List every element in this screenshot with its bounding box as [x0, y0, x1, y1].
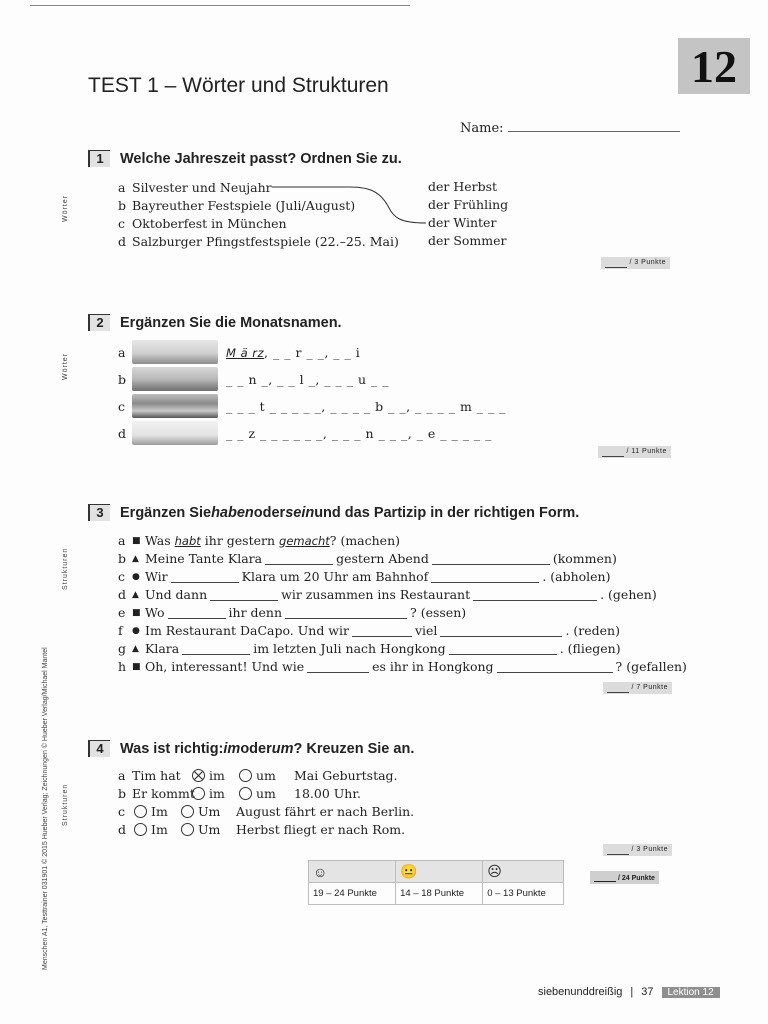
score-table: [308, 860, 564, 905]
autumn-landscape-image: [132, 394, 218, 418]
ex1-item-d: d Salzburger Pfingstfestspiele (22.–25. Mai): [118, 234, 399, 249]
radio-im-checked[interactable]: [192, 769, 205, 782]
ex3-item-b[interactable]: b ▲ Meine Tante Klara gestern Abend (kommen): [118, 551, 617, 566]
handwritten-answer: M ä rz: [226, 345, 265, 360]
ex4-item-d[interactable]: d Im Um Herbst fliegt er nach Rom.: [118, 822, 406, 837]
ex2-points: / 11 Punkte: [598, 446, 671, 458]
lektion-badge: Lektion 12: [662, 987, 720, 998]
exercise-number: 2: [88, 314, 110, 331]
ex3-item-e[interactable]: e ■ Wo ihr denn ? (essen): [118, 605, 467, 620]
side-label-woerter: Wörter: [62, 195, 69, 222]
ex3-item-a[interactable]: a ■ Was habt ihr gestern gemacht ? (machen): [118, 533, 400, 548]
side-label-strukturen: Strukturen: [62, 547, 69, 590]
radio-im[interactable]: [134, 805, 147, 818]
ex3-item-d[interactable]: d ▲ Und dann wir zusammen ins Restaurant . (gehen): [118, 587, 657, 602]
copyright-note: Menschen A1, Testtrainer 031901 © 2015 Hueber Verlag; Zeichnungen © Hueber Verlag/Michael Mantel: [42, 647, 49, 970]
ex2-item-b[interactable]: b _ _ n _, _ _ l _, _ _ _ u _ _: [118, 367, 389, 391]
season-herbst[interactable]: der Herbst: [428, 179, 498, 194]
season-sommer[interactable]: der Sommer: [428, 233, 507, 248]
score-range-low: 0 – 13 Punkte: [483, 883, 564, 905]
score-range-mid: 14 – 18 Punkte: [396, 883, 483, 905]
season-fruehling[interactable]: der Frühling: [428, 197, 509, 212]
matching-connector-line: [270, 180, 430, 230]
sad-face-icon: ☹: [483, 861, 564, 883]
radio-im[interactable]: [134, 823, 147, 836]
side-label-strukturen: Strukturen: [62, 783, 69, 826]
ex4-item-c[interactable]: c Im Um August fährt er nach Berlin.: [118, 804, 415, 819]
exercise-number: 3: [88, 504, 110, 521]
name-label: Name:: [460, 121, 504, 136]
ex2-item-d[interactable]: d _ _ z _ _ _ _ _ _, _ _ _ n _ _ _, _ e _ _ _ _ _: [118, 421, 492, 445]
side-label-woerter: Wörter: [62, 353, 69, 380]
happy-face-icon: ☺: [309, 861, 396, 883]
ex3-points: / 7 Punkte: [603, 682, 672, 694]
total-points: / 24 Punkte: [590, 871, 659, 884]
ex1-item-a: a Silvester und Neujahr: [118, 180, 272, 195]
radio-um[interactable]: [181, 823, 194, 836]
ex1-points: / 3 Punkte: [601, 257, 670, 269]
ex2-item-c[interactable]: c _ _ _ t _ _ _ _ _, _ _ _ _ b _ _, _ _ _ _ m _ _ _: [118, 394, 506, 418]
radio-um[interactable]: [181, 805, 194, 818]
winter-landscape-image: [132, 421, 218, 445]
radio-um[interactable]: [239, 787, 252, 800]
ex3-item-g[interactable]: g ▲ Klara im letzten Juli nach Hongkong . (fliegen): [118, 641, 621, 656]
exercise-2-heading: [88, 314, 342, 331]
page-footer: siebenunddreißig | 37 Lektion 12: [538, 986, 720, 998]
ex3-item-h[interactable]: h ■ Oh, interessant! Und wie es ihr in Hongkong ? (gefallen): [118, 659, 687, 674]
ex1-item-b: b Bayreuther Festspiele (Juli/August): [118, 198, 356, 213]
page-number: 37: [641, 986, 654, 998]
ex2-item-a[interactable]: a M ä rz, _ _ r _ _, _ _ i: [118, 340, 360, 364]
exercise-1-instruction: Welche Jahreszeit passt? Ordnen Sie zu.: [120, 150, 402, 167]
score-range-high: 19 – 24 Punkte: [309, 883, 396, 905]
ex4-item-b[interactable]: b Er kommt im um 18.00 Uhr.: [118, 786, 361, 801]
ex3-item-f[interactable]: f ● Im Restaurant DaCapo. Und wir viel . (reden): [118, 623, 620, 638]
ex4-item-a[interactable]: a Tim hat im um Mai Geburtstag.: [118, 768, 398, 783]
neutral-face-icon: 😐: [396, 861, 483, 883]
radio-im[interactable]: [192, 787, 205, 800]
radio-um[interactable]: [239, 769, 252, 782]
top-rule: [30, 5, 410, 6]
exercise-2-instruction: Ergänzen Sie die Monatsnamen.: [120, 314, 342, 331]
name-line[interactable]: [508, 121, 680, 132]
ex1-item-c: c Oktoberfest in München: [118, 216, 287, 231]
page-word: siebenunddreißig: [538, 986, 623, 998]
spring-landscape-image: [132, 340, 218, 364]
name-field[interactable]: [460, 121, 680, 136]
exercise-3-heading: 3 Ergänzen Sie haben oder sein und das Partizip in der richtigen Form.: [88, 504, 579, 521]
exercise-4-heading: 4 Was ist richtig: im oder um ? Kreuzen Sie an.: [88, 740, 414, 757]
ex3-item-c[interactable]: c ● Wir Klara um 20 Uhr am Bahnhof . (abholen): [118, 569, 611, 584]
page-title: TEST 1 – Wörter und Strukturen: [88, 74, 389, 97]
exercise-1-heading: [88, 150, 402, 167]
ex4-points: / 3 Punkte: [603, 844, 672, 856]
exercise-number: 1: [88, 150, 110, 167]
season-winter[interactable]: der Winter: [428, 215, 497, 230]
lesson-number-box: 12: [678, 38, 750, 94]
summer-landscape-image: [132, 367, 218, 391]
exercise-number: 4: [88, 740, 110, 757]
